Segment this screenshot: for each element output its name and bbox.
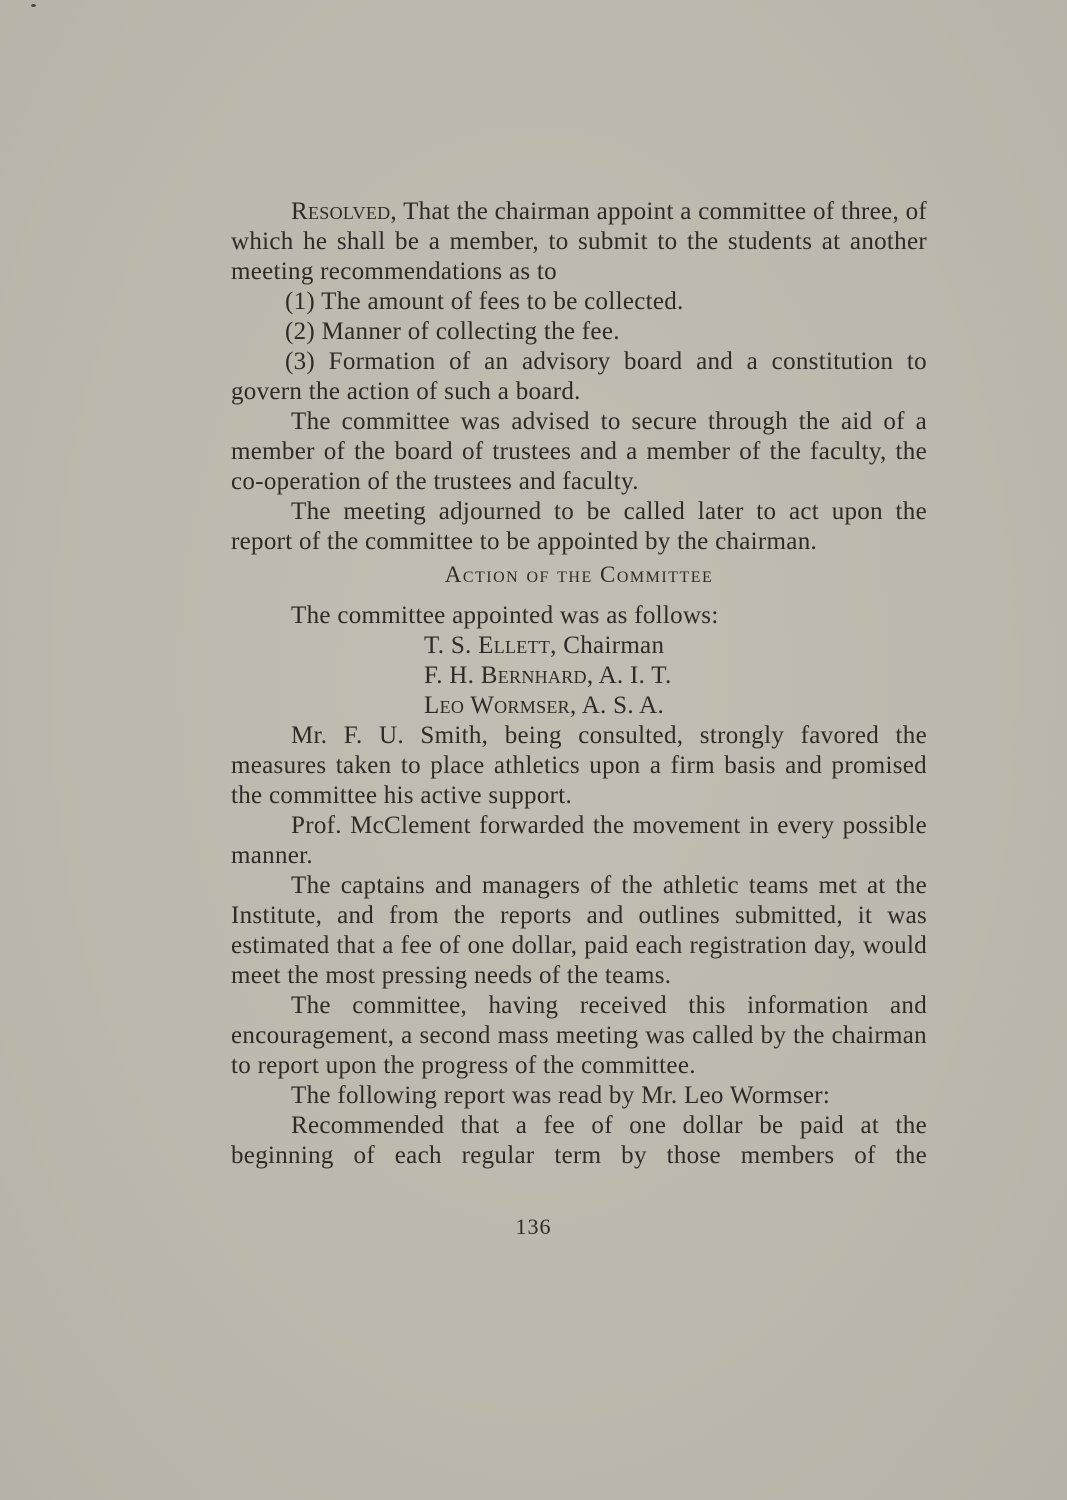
member-role: , A. S. A. <box>569 692 664 719</box>
paragraph: Prof. McClement forwarded the movement in every possible manner. <box>231 812 927 869</box>
item-number: (1) <box>285 288 316 315</box>
item-number: (3) <box>285 348 316 375</box>
member-role: , A. I. T. <box>586 662 672 689</box>
resolution-item <box>231 317 927 347</box>
committee-member <box>424 661 927 691</box>
item-text: Manner of collecting the fee. <box>321 318 620 345</box>
committee-member <box>424 631 927 661</box>
resolution-item <box>231 287 927 317</box>
scan-speck <box>31 4 36 7</box>
page-number: 136 <box>515 1214 552 1239</box>
item-text: Formation of an advisory board and a constitution to govern the action of such a board. <box>231 348 927 405</box>
resolution-lead-word: Resolved <box>291 198 391 225</box>
paragraph: The captains and managers of the athletic teams met at the Institute, and from the reports and outlines submitted, it was estimated that a fee of one dollar, paid each registration day, would meet the most pressing needs of the teams. <box>231 872 927 989</box>
member-name: F. H. Bernhard <box>424 662 587 689</box>
paragraph: The committee, having received this information and encouragement, a second mass meeting was called by the chairman to report upon the progress of the committee. <box>231 992 927 1079</box>
paragraph: Recommended that a fee of one dollar be paid at the beginning of each regular term by those members of the <box>231 1112 927 1169</box>
committee-intro: The committee appointed was as follows: <box>291 602 719 629</box>
paragraph: The committee was advised to secure through the aid of a member of the board of trustees and a member of the faculty, the co-operation of the trustees and faculty. <box>231 408 927 495</box>
member-role: , Chairman <box>550 632 665 659</box>
paragraph: The meeting adjourned to be called later to act upon the report of the committee to be appointed by the chairman. <box>231 498 927 555</box>
page-body <box>231 197 927 1171</box>
paragraph: Mr. F. U. Smith, being consulted, strongly favored the measures taken to place athletics upon a firm basis and promised the committee his active support. <box>231 722 927 809</box>
member-name: T. S. Ellett <box>424 632 551 659</box>
item-number: (2) <box>285 318 316 345</box>
resolution-text: , That the chairman appoint a committee of three, of which he shall be a member, to submit to the students at another meeting recommendations as to <box>231 198 927 285</box>
paragraph: The following report was read by Mr. Leo Wormser: <box>291 1082 831 1109</box>
committee-members <box>231 631 927 721</box>
section-heading: Action of the Committee <box>444 562 714 587</box>
member-name: Leo Wormser <box>424 692 570 719</box>
resolution-paragraph <box>231 197 927 287</box>
committee-member <box>424 691 927 721</box>
item-text: The amount of fees to be collected. <box>321 288 684 315</box>
resolution-item <box>231 347 927 407</box>
